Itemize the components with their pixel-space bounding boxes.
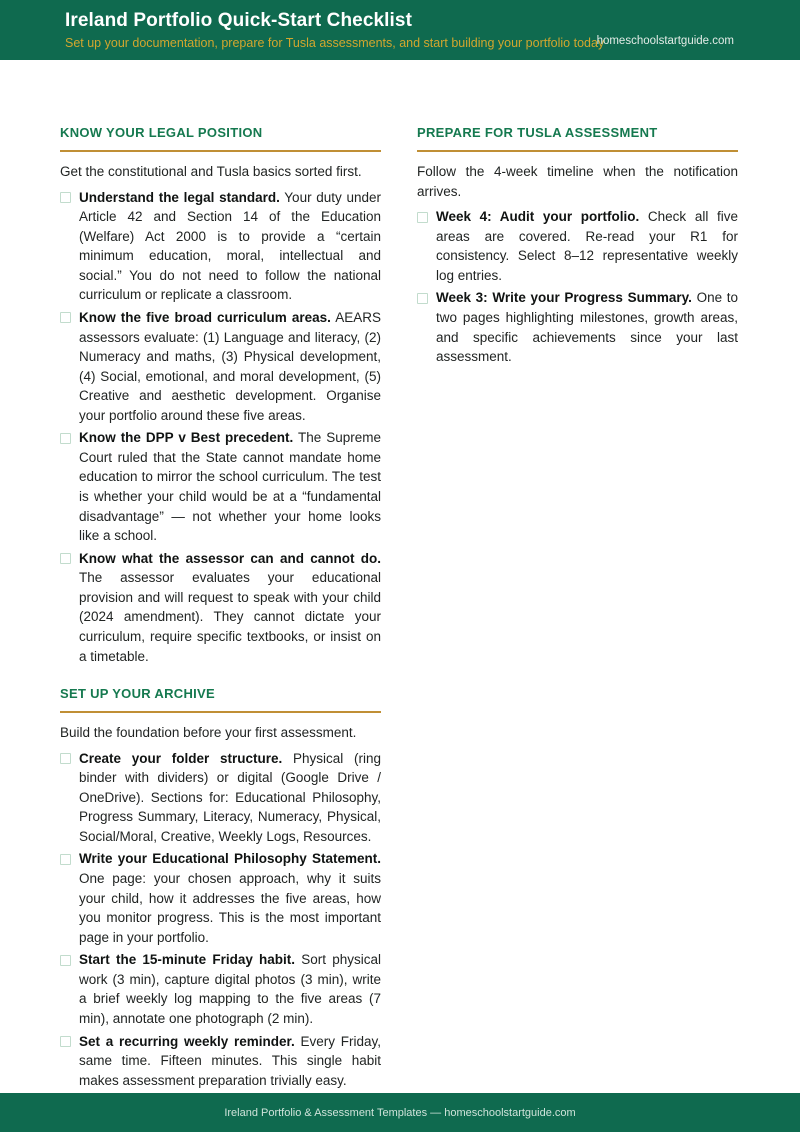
item-body: Sort physical work (3 min), capture digital photos (3 min), write a brief weekly log mapping to the five areas (7 min), annotate one photograph (2 min). bbox=[79, 952, 381, 1026]
checklist-item bbox=[60, 849, 381, 947]
item-lead: Know the DPP v Best precedent. bbox=[79, 430, 294, 446]
section-intro: Follow the 4-week timeline when the notification arrives. bbox=[417, 164, 738, 199]
section-heading: KNOW YOUR LEGAL POSITION bbox=[60, 125, 263, 140]
checklist-item bbox=[60, 749, 381, 847]
item-lead: Know the five broad curriculum areas. bbox=[79, 309, 331, 325]
checklist-section bbox=[60, 125, 381, 666]
right-column bbox=[417, 125, 738, 1093]
checklist-section bbox=[60, 686, 381, 1090]
item-lead: Understand the legal standard. bbox=[79, 189, 280, 205]
item-body: One page: your chosen approach, why it suits your child, how it addresses the five areas, how you monitor progress. This is the most important page in your portfolio. bbox=[79, 871, 381, 945]
site-url: homeschoolstartguide.com bbox=[596, 35, 734, 47]
item-body: The Supreme Court ruled that the State cannot mandate home education to mirror the school curriculum. The test is whether your child would be at a “fundamental disadvantage” — not whether your home looks like a school. bbox=[79, 430, 382, 544]
left-column bbox=[60, 125, 381, 1093]
checklist-item bbox=[60, 950, 381, 1028]
item-body: Check all five areas are covered. Re-read your R1 for consistency. Select 8–12 representative weekly log entries. bbox=[436, 209, 738, 283]
item-lead: Write your Educational Philosophy Statement. bbox=[79, 851, 381, 867]
page-header bbox=[0, 0, 800, 60]
page-footer bbox=[0, 1093, 800, 1132]
section-heading: SET UP YOUR ARCHIVE bbox=[60, 686, 215, 702]
item-body: The assessor evaluates your educational provision and will request to speak with your child (2024 amendment). They cannot dictate your curriculum, require specific textbooks, or insist on a timetable. bbox=[79, 570, 381, 664]
page-subtitle: Set up your documentation, prepare for Tusla assessments, and start building your portfolio today bbox=[65, 36, 605, 50]
item-lead: Create your folder structure. bbox=[79, 750, 283, 766]
checkbox-icon[interactable] bbox=[60, 553, 71, 564]
section-intro: Get the constitutional and Tusla basics sorted first. bbox=[60, 164, 362, 179]
section-divider bbox=[60, 711, 381, 713]
item-body: One to two pages highlighting milestones, growth areas, and specific achievements since your last assessment. bbox=[436, 290, 738, 365]
checkbox-icon[interactable] bbox=[60, 433, 71, 444]
footer-text: Ireland Portfolio & Assessment Templates — homeschoolstartguide.com bbox=[224, 1106, 576, 1119]
item-lead: Week 3: Write your Progress Summary. bbox=[436, 290, 692, 306]
item-lead: Know what the assessor can and cannot do. bbox=[79, 550, 381, 566]
checkbox-icon[interactable] bbox=[60, 753, 71, 764]
checkbox-icon[interactable] bbox=[60, 1036, 71, 1047]
item-lead: Week 4: Audit your portfolio. bbox=[436, 209, 640, 225]
section-heading: PREPARE FOR TUSLA ASSESSMENT bbox=[417, 125, 658, 140]
checklist-item bbox=[417, 288, 738, 366]
checklist-section bbox=[417, 125, 738, 367]
checklist-item bbox=[60, 549, 381, 666]
checklist bbox=[417, 207, 738, 367]
item-lead: Start the 15-minute Friday habit. bbox=[79, 952, 296, 968]
checklist bbox=[60, 749, 381, 1091]
checklist-item bbox=[60, 188, 381, 305]
checkbox-icon[interactable] bbox=[60, 192, 71, 203]
item-body: Your duty under Article 42 and Section 14 of the Education (Welfare) Act 2000 is to provide a “certain minimum education, moral, intellectual and social.” You do not need to follow the national curriculum or replicate a classroom. bbox=[79, 189, 381, 303]
page-title: Ireland Portfolio Quick-Start Checklist bbox=[65, 10, 413, 31]
content-area bbox=[0, 60, 800, 1093]
section-divider bbox=[417, 150, 738, 152]
item-body: Physical (ring binder with dividers) or digital (Google Drive / OneDrive). Sections for: Educational Philosophy, Progress Summary, Literacy, Numeracy, Physical, Social/Moral, Creative, Weekly Logs, Resources. bbox=[79, 750, 381, 844]
item-lead: Set a recurring weekly reminder. bbox=[79, 1033, 295, 1049]
checkbox-icon[interactable] bbox=[417, 293, 428, 304]
checkbox-icon[interactable] bbox=[60, 854, 71, 865]
checklist-item bbox=[60, 308, 381, 425]
section-intro: Build the foundation before your first assessment. bbox=[60, 725, 357, 741]
checklist-item bbox=[417, 207, 738, 285]
checkbox-icon[interactable] bbox=[417, 212, 428, 223]
checkbox-icon[interactable] bbox=[60, 312, 71, 323]
checkbox-icon[interactable] bbox=[60, 955, 71, 966]
item-body: Every Friday, same time. Fifteen minutes. This single habit makes assessment preparation trivially easy. bbox=[79, 1033, 381, 1088]
checklist bbox=[60, 188, 381, 667]
section-divider bbox=[60, 150, 381, 152]
checklist-item bbox=[60, 1032, 381, 1091]
item-body: AEARS assessors evaluate: (1) Language and literacy, (2) Numeracy and maths, (3) Physical development, (4) Social, emotional, and moral development, (5) Creative and aesthetic development. Organise your portfolio around these five areas. bbox=[79, 309, 381, 423]
checklist-item bbox=[60, 428, 381, 545]
